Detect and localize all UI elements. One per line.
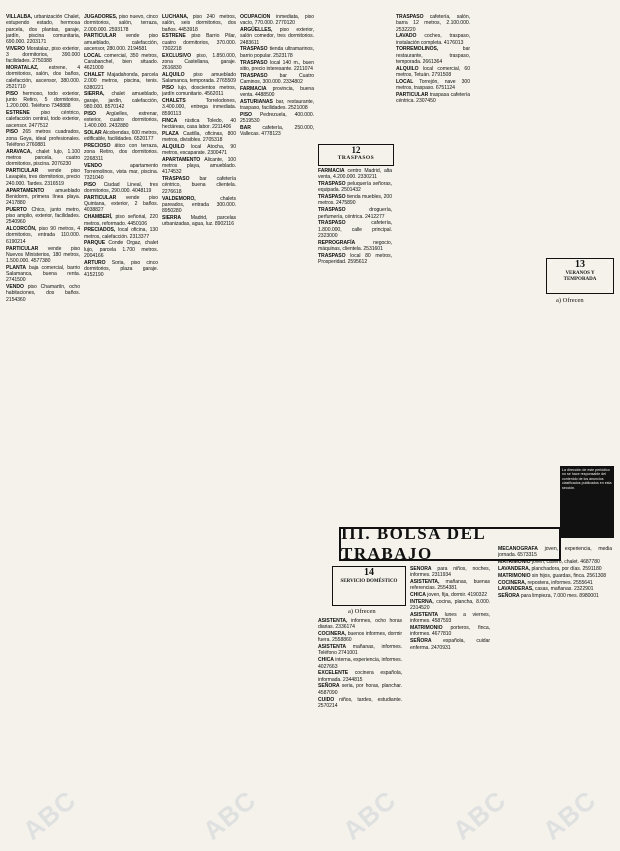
notice-box: La dirección de este periódico no se hace responsable del contenido de los anuncios clasificados publicados en esta sección. — [560, 466, 614, 538]
ad-title: TRASPASO — [318, 207, 346, 214]
ad-text: cafetería, 1.800.000, calle principal. 2323000 — [318, 220, 392, 239]
ad-text: mañanas, informes. Teléfono 2741001 — [318, 644, 402, 657]
classified-ad — [410, 579, 490, 592]
column-3 — [162, 14, 236, 834]
ad-title: ALQUILO — [162, 143, 185, 150]
ad-text: Ciudad Lineal, tres dormitorios, 290.000. 4048119 — [84, 181, 158, 195]
section-number: 14 — [364, 567, 374, 578]
section-header-traspasos — [318, 144, 394, 166]
classified-ad — [318, 618, 402, 631]
ad-text: para limpieza, 7.000 mes. 8980001 — [519, 593, 599, 600]
ad-text: vende piso Nuevos Ministerios, 180 metros, 1.500.000. 4577380 — [6, 245, 80, 265]
ad-text: hermoso, todo exterior, junto Retiro, 5 dormitorios, 1.200.000. Teléfono 7348888 — [6, 90, 80, 110]
classified-ad — [6, 246, 80, 265]
ad-title: PARTICULAR — [84, 194, 117, 201]
classified-ad — [162, 144, 236, 157]
ad-title: TRASPASO — [318, 194, 346, 201]
ad-title: ESTRENE — [162, 33, 186, 40]
classified-ad — [6, 207, 80, 226]
ad-title: APARTAMENTO — [6, 187, 45, 194]
ad-title: PISO — [240, 111, 252, 118]
ad-title: CHICA — [410, 592, 426, 599]
ad-text: repostera, informes. 2555641 — [526, 579, 593, 586]
ad-text: estrene, 4 dormitorios, salón, dos baños, calefacción, ascensor, 380.000. 2521710 — [6, 65, 80, 90]
ad-title: CHAMBERÍ, — [84, 214, 113, 221]
ad-text: bar cafetería céntrico, buena clientela. 2276618 — [162, 176, 236, 195]
ad-title: COCINERA, — [498, 579, 527, 586]
ad-text: Torrejón, nave 300 metros, traspaso. 6751124 — [396, 78, 470, 92]
classified-ad — [162, 98, 236, 117]
classified-ad — [396, 66, 470, 79]
classified-ad — [6, 188, 80, 207]
ad-text: Torrelodones, 3.400.000, entrega inmediata. 8590113 — [162, 98, 236, 117]
ad-title: ARGÜELLES, — [240, 27, 273, 34]
classified-ad — [162, 72, 236, 85]
ad-title: MORATALAZ, — [6, 65, 39, 72]
ad-text: piso amueblado Salamanca, temporada. 2765509 — [162, 72, 236, 85]
banner-title: III. BOLSA DEL TRABAJO — [341, 524, 486, 563]
classified-ad — [84, 14, 158, 33]
ad-title: FARMACIA — [318, 168, 345, 174]
classified-ad — [498, 566, 612, 572]
classified-ad — [6, 65, 80, 90]
ad-text: comercial, 350 metros, Carabanchel, bien situado. 4621009 — [84, 52, 158, 72]
ad-text: rústica Toledo, 40 hectáreas, casa labor. 2211406 — [162, 117, 236, 130]
ad-title: LOCAL — [84, 52, 102, 59]
classified-ad — [318, 683, 402, 696]
ad-title: PISO — [6, 129, 18, 136]
ad-title: PLAZA — [162, 130, 179, 137]
classified-ad — [6, 265, 80, 284]
classified-ad — [240, 112, 314, 125]
ad-text: Argüelles, estrenar, exterior, cuatro dormitorios, 1.400.000. 2432880 — [84, 110, 158, 130]
ad-text: 265 metros cuadrados, zona Goya, ideal profesionales. Teléfono 2760881 — [6, 129, 80, 148]
classified-ad — [162, 215, 236, 228]
ad-text: centro Madrid, alta venta, 4.200.000. 2330211 — [318, 168, 392, 181]
classified-ad — [396, 33, 470, 46]
ad-title: PARQUE — [84, 240, 106, 247]
ad-title: EXCLUSIVO — [162, 52, 191, 59]
section-header-servicio — [332, 566, 406, 606]
classified-ad — [162, 157, 236, 176]
classified-ad — [84, 227, 158, 240]
column-2 — [84, 14, 158, 834]
ad-text: interna, experiencia, informes. 4027663 — [318, 657, 402, 670]
classified-ad — [396, 46, 470, 65]
classified-ad — [410, 599, 490, 612]
ad-text: tienda ultramarinos, barrio popular. 2523178 — [240, 46, 314, 59]
ad-title: VENDO — [84, 162, 102, 169]
ad-text: joven, casero, chalet. 4687780 — [530, 559, 600, 566]
ad-title: SEÑORA — [498, 593, 520, 600]
ad-text: cafetería, salón, barra 12 metros, 2.100.000. 2532220 — [396, 14, 470, 33]
ad-text: negocio, máquinas, clientela. 2531601 — [318, 239, 392, 252]
ad-text: urbanización Chalet, estupendo estado, hermosa parcela, dos plantas, garaje, jardín, piscina comunitaria, 690.000. 2203171 — [6, 14, 80, 45]
classified-ad — [318, 644, 402, 657]
ad-text: cocinera española, informada. 2344815 — [318, 670, 402, 683]
ad-text: vende piso amueblado, calefacción, ascensor, 280.000. 2194581 — [84, 33, 158, 52]
classified-ad — [84, 195, 158, 214]
ad-title: LAVADO — [396, 33, 417, 40]
ad-text: bar, restaurante, traspaso, facilidades. 2521008 — [240, 98, 314, 112]
ad-text: piso Chamartín, ocho habitaciones, dos baños. 2154360 — [6, 284, 80, 303]
column-7 — [474, 14, 548, 244]
ad-text: seria, por horas, planchar. 4587090 — [318, 683, 402, 696]
ad-text: Alcobendas, 600 metros, edificable, facilidades. 6520177 — [84, 130, 158, 143]
ad-text: apartamento Torremolinos, vista mar, piscina. 7321040 — [84, 162, 158, 181]
classified-ad — [240, 27, 314, 46]
ad-title: TORREMOLINOS, — [396, 46, 439, 53]
classified-ad — [410, 566, 490, 579]
classified-ad — [240, 14, 314, 27]
ad-text: bar restaurante, traspaso, temporada. 2661364 — [396, 46, 470, 65]
section-label: TRASPASOS — [337, 155, 375, 161]
classified-ad — [318, 657, 402, 670]
ad-title: CUIDO — [318, 696, 335, 703]
veranos-subhead: a) Ofrecen — [556, 297, 584, 304]
servicio-subhead: a) Ofrecen — [348, 608, 376, 615]
ad-title: VENDO — [6, 284, 24, 291]
ad-title: ARAVACA, — [6, 148, 32, 155]
ad-text: Majadahonda, parcela 2.000 metros, piscina, tenis. 6380221 — [84, 72, 158, 91]
ad-text: ático con terraza, zona Retiro, dos dormitorios. 2268311 — [84, 143, 158, 162]
ad-text: local 140 m., buen sitio, precio interesante. 2211074 — [240, 59, 314, 72]
ad-text: informes, ocho horas diarias. 2336174 — [318, 618, 402, 631]
classified-ad — [240, 125, 314, 138]
ad-text: mañanas, buenas referencias. 2554381 — [410, 579, 490, 592]
ad-title: SEÑORA — [318, 683, 340, 690]
ad-text: provincia, buena venta. 4488500 — [240, 85, 314, 98]
classified-ad — [318, 697, 402, 710]
ad-title: MECANÓGRAFA — [498, 546, 538, 552]
ad-title: ALCORCÓN, — [6, 226, 37, 233]
classified-ad — [396, 92, 470, 105]
classified-ad — [318, 181, 392, 194]
ad-text: piso señorial, 220 metros, reformado. 4450106 — [84, 214, 158, 227]
ad-text: tienda muebles, 200 metros. 2475890 — [318, 194, 392, 207]
ad-title: SEÑORA — [410, 566, 432, 572]
classified-ad — [84, 33, 158, 52]
watermark: ABC — [336, 784, 402, 846]
ad-text: Soria, piso cinco dormitorios, plaza garaje. 4152190 — [84, 259, 158, 279]
classified-ad — [240, 60, 314, 73]
ad-title: PISO — [6, 90, 18, 97]
classified-ad — [240, 99, 314, 112]
ad-title: PARTICULAR — [6, 245, 39, 252]
ad-title: ASISTENTA — [318, 644, 347, 651]
section-label: VERANOS Y TEMPORADA — [563, 271, 597, 282]
column-6 — [396, 14, 470, 520]
classified-ad — [84, 240, 158, 259]
ad-text: planchadora, por días. 2591180 — [530, 565, 602, 572]
classified-ad — [498, 580, 612, 586]
classified-ad — [162, 131, 236, 144]
ad-title: ASTURIANAS — [240, 98, 273, 105]
watermark: ABC — [446, 784, 512, 846]
classified-ad — [6, 149, 80, 168]
ad-title: INTERNA, — [410, 599, 434, 606]
ad-title: CHALET — [84, 72, 105, 79]
classified-ad — [162, 14, 236, 33]
classified-ad — [6, 14, 80, 45]
ad-text: porteros, finca, informes. 4677810 — [410, 625, 490, 638]
column-8 — [546, 306, 614, 462]
classified-ad — [318, 207, 392, 220]
watermark: ABC — [16, 784, 82, 846]
column-5 — [318, 14, 392, 134]
ad-title: MATRIMONIO — [498, 559, 531, 566]
ad-title: CHALETS — [162, 98, 186, 105]
ad-text: piso, 1.850.000, zona Castellana, garaje. 2616830 — [162, 52, 236, 72]
ad-title: PUERTO — [6, 206, 27, 213]
ad-text: chalet lujo, 1.100 metros parcela, cuatro dormitorios, piscina. 2076230 — [6, 148, 80, 168]
ad-text: amueblado Benidorm, primera línea playa. 2417880 — [6, 187, 80, 206]
classified-ad — [6, 226, 80, 245]
ad-text: piso exterior, salón comedor, tres dormitorios. 2483611 — [240, 27, 314, 46]
classified-ad — [6, 168, 80, 187]
ad-title: SIERRA — [162, 214, 181, 221]
ad-title: COCINERA, — [318, 631, 347, 638]
classified-ad — [318, 253, 392, 266]
ad-title: TRASPASO — [318, 252, 346, 259]
classified-ad — [498, 573, 612, 579]
ad-text: casas, mañanas. 2322901 — [533, 586, 594, 593]
ad-text: Alicante, 100 metros playa, amueblado. 4174532 — [162, 156, 236, 176]
ad-text: Madrid, parcelas urbanizadas, agua, luz. 8902116 — [162, 214, 236, 228]
classified-ad — [318, 631, 402, 644]
classified-ad — [318, 168, 392, 181]
ad-title: ARTURO — [84, 259, 106, 266]
ad-text: Conde Orgaz, chalet lujo, parcela 1.700 metros. 2004166 — [84, 240, 158, 259]
ad-title: APARTAMENTO — [162, 156, 201, 163]
column-4 — [240, 14, 314, 834]
ad-title: REPROGRAFÍA — [318, 239, 356, 246]
ad-text: droguería, perfumería, céntrica. 2412277 — [318, 207, 392, 220]
ad-text: piso céntrico, calefacción central, todo exterior, ascensor. 2477512 — [6, 110, 80, 129]
ad-title: TRASPASO — [162, 176, 190, 183]
column-1 — [6, 14, 80, 834]
ad-title: SOLAR — [84, 130, 102, 137]
classified-ad — [240, 73, 314, 86]
classified-ad — [410, 638, 490, 651]
ad-title: TRASPASO — [318, 181, 346, 188]
ad-text: Moratalaz, piso exterior, 3 dormitorios, 390.000 facilidades. 2750388 — [6, 45, 80, 65]
classified-ad — [396, 14, 470, 33]
ad-text: local oficina, 130 metros, calefacción. 2313377 — [84, 227, 158, 240]
ad-text: buenos informes, dormir fuera. 2558860 — [318, 631, 402, 644]
ad-text: niños, tardes, estudiante. 2570214 — [318, 696, 402, 709]
ad-text: chalet amueblado, garaje, jardín, calefacción, 980.000. 8570142 — [84, 91, 158, 110]
classified-ad — [84, 91, 158, 110]
classified-ad — [6, 284, 80, 303]
ad-title: ESTRENE — [6, 110, 30, 117]
ad-text: cocina, plancha, 8.000. 2314520 — [410, 599, 490, 612]
ad-title: SEÑORA — [410, 638, 432, 645]
classified-ad — [84, 111, 158, 130]
classified-ad — [162, 85, 236, 98]
ad-title: FINCA — [162, 117, 178, 124]
ad-title: PARTICULAR — [84, 33, 117, 40]
ad-text: bar Cuatro Caminos, 300.000. 2334802 — [240, 72, 314, 85]
ad-title: PARTICULAR — [396, 91, 429, 98]
ad-title: VIVERO — [6, 45, 25, 52]
ad-text: vende piso Lavapiés, tres dormitorios, precio 240.000. Tardes. 2316519 — [6, 168, 80, 187]
ad-title: LUCHANA, — [162, 14, 189, 20]
classified-ad — [84, 260, 158, 279]
section-number: 13 — [575, 259, 585, 270]
ad-title: TRASPASO — [240, 72, 268, 79]
ad-text: vende piso Quintana, exterior, 2 baños. 4038827 — [84, 194, 158, 214]
ad-text: local 80 metros, Prosperidad. 2595612 — [318, 252, 392, 266]
ad-title: ALQUILO — [162, 72, 185, 79]
ad-text: local comercial, 60 metros, Tetuán. 2791508 — [396, 65, 470, 79]
ad-text: Chico, junto metro, piso amplio, exterior, facilidades. 2540960 — [6, 206, 80, 226]
ad-title: MATRIMONIO — [410, 625, 443, 632]
ad-title: PISO — [162, 85, 174, 92]
ad-title: OCUPACIÓN — [240, 14, 271, 20]
ad-title: PISO — [84, 181, 96, 188]
ad-title: LAVANDERA, — [498, 565, 531, 572]
ad-title: TRASPASO — [240, 59, 268, 66]
column-5-lower — [318, 168, 392, 520]
ad-title: MATRIMONIO — [498, 572, 531, 579]
ad-title: TRASPASO — [396, 14, 424, 20]
ad-text: cafetería, 250.000, Vallecas. 4778123 — [240, 125, 314, 138]
ad-title: ASISTENTA, — [410, 579, 440, 586]
ad-text: lujo, doscientos metros, jardín comunitario. 4562011 — [162, 85, 236, 98]
ad-text: joven, experiencia, media jornada. 6573315 — [498, 546, 612, 559]
ad-title: ALQUILO — [396, 65, 419, 72]
classified-ad — [84, 130, 158, 143]
ad-title: FARMACIA — [240, 85, 267, 92]
ad-text: para niños, noches, informes. 2311934 — [410, 566, 490, 579]
classified-ad — [84, 143, 158, 162]
classified-ad — [162, 33, 236, 52]
classified-ad — [410, 625, 490, 638]
ad-title: JUGADORES, — [84, 14, 118, 20]
classified-ad — [410, 592, 490, 598]
classified-ad — [498, 559, 612, 565]
ad-text: peluquería señoras, equipada. 2501432 — [318, 181, 392, 194]
section-label: SERVICIO DOMÉSTICO — [340, 579, 398, 584]
ad-text: española, cuidar enferma. 2470931 — [410, 638, 490, 651]
classified-ad — [162, 196, 236, 215]
ad-title: BAR — [240, 125, 251, 131]
ad-title: CHICA — [318, 657, 334, 664]
ad-title: LOCAL — [396, 78, 414, 85]
classified-ad — [162, 118, 236, 131]
classified-ad — [162, 176, 236, 195]
classified-ad — [498, 546, 612, 559]
ad-title: PRECIOSO — [84, 143, 111, 150]
classified-ad — [410, 612, 490, 625]
classified-ad — [318, 220, 392, 239]
ad-title: VILLALBA, — [6, 14, 33, 20]
classified-ad — [498, 586, 612, 592]
classified-ad — [84, 163, 158, 182]
ad-text: Pedrezuela, 400.000. 2519530 — [240, 111, 314, 125]
ad-text: piso nuevo, cinco dormitorios, salón, terraza, 2.000.000. 2593178 — [84, 14, 158, 33]
classified-ad — [6, 110, 80, 129]
ad-title: SIERRA, — [84, 91, 105, 98]
ad-text: local Atocha, 90 metros, escaparate. 2300471 — [162, 143, 236, 156]
ad-title: VALDEMORO, — [162, 195, 196, 202]
ad-text: Castilla, oficinas, 800 metros, divisibles. 2705318 — [162, 130, 236, 143]
ad-title: PARTICULAR — [6, 168, 39, 175]
watermark: ABC — [196, 784, 262, 846]
ad-text: piso Barrio Pilar, cuatro dormitorios, 370.000. 7302218 — [162, 33, 236, 52]
classified-ad — [318, 670, 402, 683]
ad-title: PISO — [84, 110, 96, 117]
ad-title: PLANTA — [6, 264, 26, 271]
classified-ad — [498, 593, 612, 599]
section-header-veranos — [546, 258, 614, 294]
ad-title: ASISTENTA — [410, 612, 439, 619]
watermark: ABC — [536, 784, 602, 846]
classified-ad — [162, 53, 236, 72]
classified-ad — [84, 214, 158, 227]
ad-text: coches, traspaso, instalación completa. 4176013 — [396, 33, 470, 46]
section-number: 12 — [351, 145, 361, 155]
classified-ad — [396, 79, 470, 92]
ad-text: sin hijos, guardas, finca. 2561308 — [530, 572, 607, 579]
classified-ad — [6, 129, 80, 148]
classified-ad — [84, 72, 158, 91]
ad-text: inmediata, piso vacío, 770.000. 2770120 — [240, 14, 314, 27]
classified-ad — [318, 194, 392, 207]
classified-ad — [318, 240, 392, 253]
ad-title: PRECIADOS, — [84, 227, 116, 234]
ad-title: TRASPASO — [240, 46, 268, 53]
classified-ad — [240, 86, 314, 99]
ad-text: joven, fija, dormir. 4190322 — [425, 592, 488, 599]
ad-title: ASISTENTA, — [318, 618, 348, 624]
classified-ad — [6, 46, 80, 65]
ad-text: piso 240 metros, salón, seis dormitorios, dos baños. 4453918 — [162, 14, 236, 33]
ad-text: chalets pareados, entrada 300.000. 8950280 — [162, 195, 236, 215]
ad-text: piso 90 metros, 4 dormitorios, entrada 110.000. 6190214 — [6, 226, 80, 245]
classified-ad — [84, 182, 158, 195]
classified-ad — [6, 91, 80, 110]
ad-text: baja comercial, barrio Salamanca, buena renta. 2741500 — [6, 264, 80, 284]
ad-title: EXCELENTE — [318, 670, 349, 677]
ad-title: TRASPASO — [318, 220, 346, 227]
ad-text: traspasa cafetería céntrica. 2307450 — [396, 91, 470, 105]
ad-text: lunes a viernes, informes. 4587593 — [410, 612, 490, 625]
ad-title: LAVANDERAS, — [498, 586, 534, 593]
classified-ad — [240, 46, 314, 59]
classified-ad — [84, 53, 158, 72]
